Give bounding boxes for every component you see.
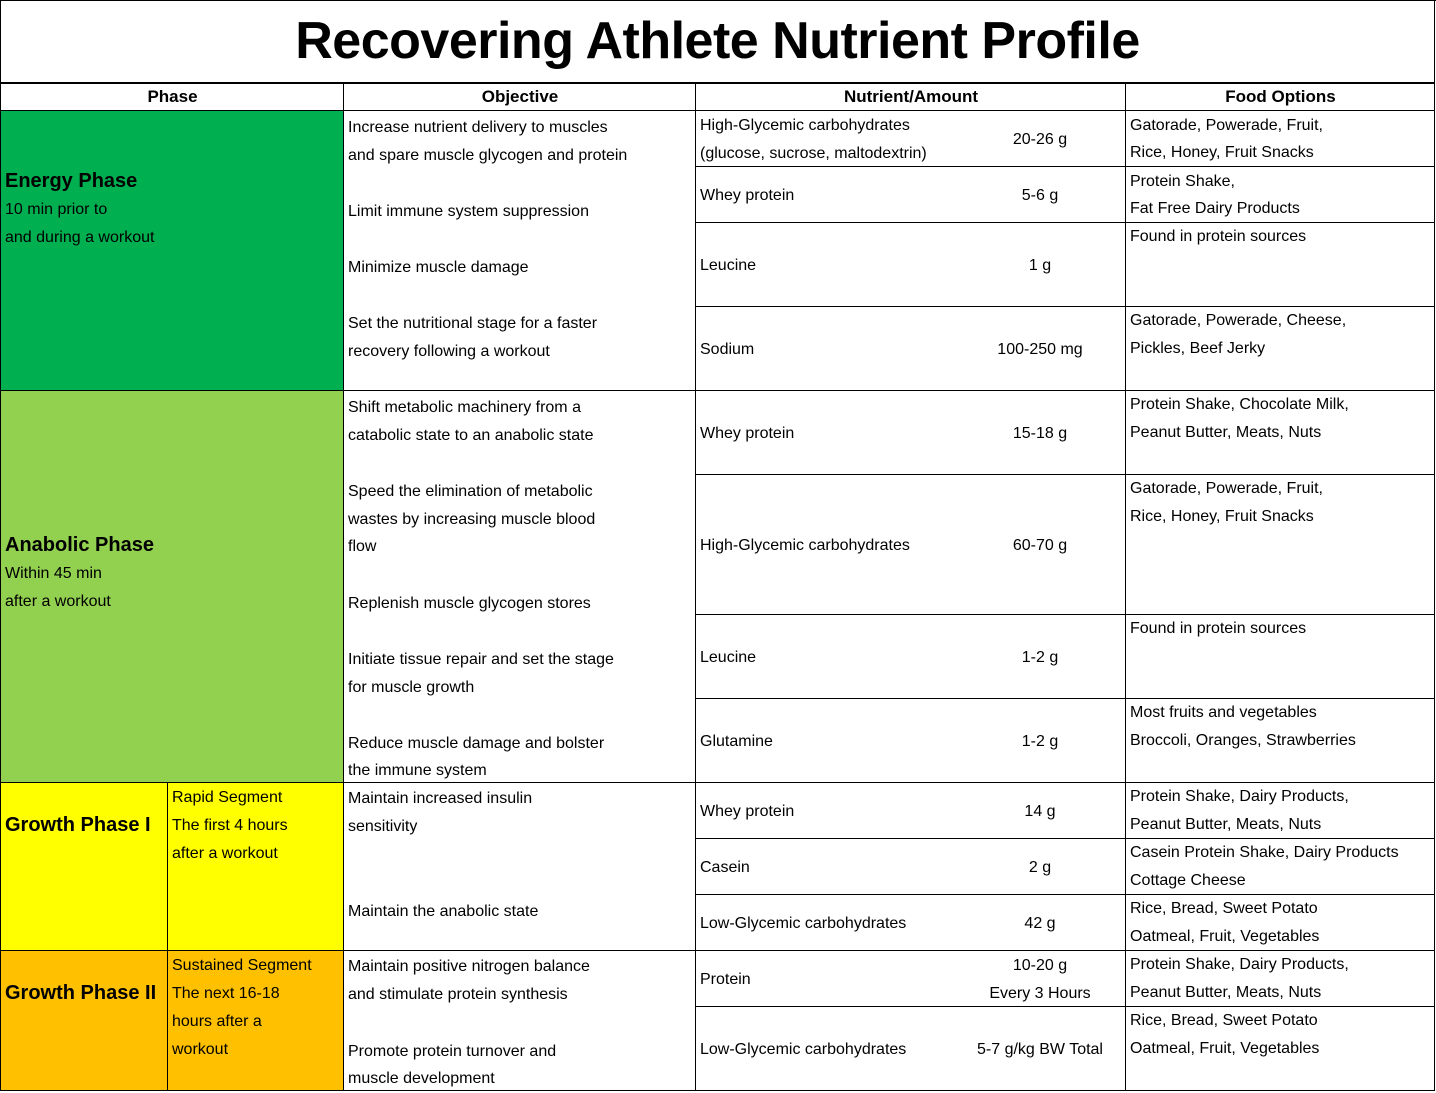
food-option: Peanut Butter, Meats, Nuts (1130, 984, 1322, 1001)
food-option: Peanut Butter, Meats, Nuts (1130, 816, 1322, 833)
anabolic-phase-timing-2: after a workout (5, 593, 111, 610)
nutrient-name: Leucine (700, 649, 757, 666)
nutrient-amount: 15-18 g (1012, 425, 1068, 442)
anabolic-phase-timing: Within 45 min (5, 565, 102, 582)
grid-line (0, 110, 1435, 111)
header-objective: Objective (481, 87, 559, 106)
food-option: Protein Shake, Chocolate Milk, (1130, 396, 1349, 413)
grid-line (343, 83, 344, 1091)
grid-line (696, 222, 1435, 223)
nutrient-name: Leucine (700, 257, 757, 274)
food-option: Gatorade, Powerade, Cheese, (1130, 312, 1347, 329)
energy-phase-timing: 10 min prior to (5, 201, 108, 218)
growth1-phase-name: Growth Phase I (5, 814, 151, 836)
header-nutrient: Nutrient/Amount (843, 87, 979, 106)
nutrient-amount: 1-2 g (1021, 649, 1059, 666)
nutrient-amount: 1 g (1028, 257, 1052, 274)
objective-line: muscle development (348, 1070, 495, 1087)
objective-line: Maintain the anabolic state (348, 903, 539, 920)
grid-line (0, 950, 1435, 951)
energy-phase-label (5, 166, 154, 252)
food-option: Protein Shake, Dairy Products, (1130, 956, 1349, 973)
nutrient-amount: 1-2 g (1021, 733, 1059, 750)
grid-line (696, 698, 1435, 699)
nutrient-amount: 5-6 g (1021, 187, 1059, 204)
objective-line: and stimulate protein synthesis (348, 986, 568, 1003)
objective-line: catabolic state to an anabolic state (348, 427, 594, 444)
food-option: Rice, Honey, Fruit Snacks (1130, 508, 1314, 525)
growth2-phase-name: Growth Phase II (5, 982, 157, 1004)
page-title: Recovering Athlete Nutrient Profile (0, 0, 1435, 84)
food-option: Oatmeal, Fruit, Vegetables (1130, 928, 1320, 945)
objective-line: Set the nutritional stage for a faster (348, 315, 598, 332)
grid-line (167, 783, 168, 1091)
food-option: Broccoli, Oranges, Strawberries (1130, 732, 1356, 749)
food-option: Fat Free Dairy Products (1130, 200, 1300, 217)
header-food: Food Options (1225, 87, 1336, 106)
grid-line (696, 166, 1435, 167)
objective-line: recovery following a workout (348, 343, 550, 360)
food-option: Oatmeal, Fruit, Vegetables (1130, 1040, 1320, 1057)
nutrient-name-detail: (glucose, sucrose, maltodextrin) (700, 145, 927, 162)
growth2-segment-name: Sustained Segment (172, 957, 312, 974)
food-option: Rice, Honey, Fruit Snacks (1130, 144, 1314, 161)
energy-phase-name: Energy Phase (5, 170, 138, 192)
food-option: Protein Shake, (1130, 173, 1235, 190)
growth2-segment-timing: The next 16-18 (172, 985, 280, 1002)
food-option: Found in protein sources (1130, 620, 1307, 637)
nutrient-name: Whey protein (700, 187, 795, 204)
grid-line (696, 894, 1435, 895)
food-option: Gatorade, Powerade, Fruit, (1130, 117, 1323, 134)
grid-line (696, 614, 1435, 615)
nutrient-name: Sodium (700, 341, 755, 358)
food-option: Rice, Bread, Sweet Potato (1130, 900, 1318, 917)
anabolic-phase-label (5, 530, 154, 616)
grid-line (696, 474, 1435, 475)
nutrient-amount-frequency: Every 3 Hours (989, 985, 1091, 1002)
objective-line: Reduce muscle damage and bolster (348, 735, 605, 752)
objective-line: Replenish muscle glycogen stores (348, 595, 591, 612)
nutrient-amount: 100-250 mg (997, 341, 1083, 358)
food-option: Pickles, Beef Jerky (1130, 340, 1266, 357)
objective-line: Maintain positive nitrogen balance (348, 958, 590, 975)
food-option: Protein Shake, Dairy Products, (1130, 788, 1349, 805)
objective-line: Minimize muscle damage (348, 259, 529, 276)
grid-line (0, 0, 1, 1091)
objective-line: Increase nutrient delivery to muscles (348, 119, 608, 136)
growth2-segment-timing-2: hours after a (172, 1013, 262, 1030)
nutrient-amount: 20-26 g (1012, 131, 1068, 148)
grid-line (0, 390, 1435, 391)
grid-line (1125, 83, 1126, 1091)
objective-line: and spare muscle glycogen and protein (348, 147, 628, 164)
objective-line: flow (348, 538, 377, 555)
food-option: Most fruits and vegetables (1130, 704, 1317, 721)
nutrient-name: High-Glycemic carbohydrates (700, 537, 910, 554)
growth1-segment (172, 784, 288, 868)
objective-line: sensitivity (348, 818, 418, 835)
grid-line (0, 0, 1436, 1)
objective-line: Limit immune system suppression (348, 203, 589, 220)
nutrient-name: Whey protein (700, 425, 795, 442)
grid-line (696, 1006, 1435, 1007)
nutrient-name: Glutamine (700, 733, 773, 750)
food-option: Cottage Cheese (1130, 872, 1246, 889)
objective-line: Promote protein turnover and (348, 1043, 557, 1060)
objective-line: wastes by increasing muscle blood (348, 511, 596, 528)
nutrient-name: Low-Glycemic carbohydrates (700, 915, 907, 932)
food-option: Gatorade, Powerade, Fruit, (1130, 480, 1323, 497)
nutrient-amount: 42 g (1024, 915, 1056, 932)
growth2-segment-timing-3: workout (172, 1041, 229, 1058)
grid-line (1434, 0, 1435, 1091)
food-option: Found in protein sources (1130, 228, 1307, 245)
grid-line (0, 782, 1435, 783)
nutrient-amount: 5-7 g/kg BW Total (977, 1041, 1103, 1058)
grid-line (696, 306, 1435, 307)
food-option: Peanut Butter, Meats, Nuts (1130, 424, 1322, 441)
nutrient-name: Low-Glycemic carbohydrates (700, 1041, 907, 1058)
objective-line: the immune system (348, 762, 487, 779)
objective-line: Initiate tissue repair and set the stage (348, 651, 614, 668)
nutrient-amount: 2 g (1028, 859, 1052, 876)
growth1-segment-timing: The first 4 hours (172, 817, 288, 834)
header-phase: Phase (147, 87, 198, 106)
food-option: Casein Protein Shake, Dairy Products (1130, 844, 1399, 861)
nutrient-name: Casein (700, 859, 750, 876)
objective-line: for muscle growth (348, 679, 475, 696)
growth1-segment-name: Rapid Segment (172, 789, 283, 806)
nutrient-name: High-Glycemic carbohydrates (700, 117, 910, 134)
nutrient-amount: 14 g (1024, 803, 1056, 820)
nutrient-name: Protein (700, 971, 751, 988)
food-option: Rice, Bread, Sweet Potato (1130, 1012, 1318, 1029)
nutrient-amount: 60-70 g (1012, 537, 1068, 554)
grid-line (696, 838, 1435, 839)
nutrient-amount: 10-20 g (1012, 957, 1068, 974)
growth2-segment (172, 952, 312, 1064)
grid-line (695, 83, 696, 1091)
growth1-segment-timing-2: after a workout (172, 845, 278, 862)
anabolic-phase-name: Anabolic Phase (5, 534, 154, 556)
energy-phase-timing-2: and during a workout (5, 229, 155, 246)
grid-line (0, 1090, 1435, 1091)
objective-line: Maintain increased insulin (348, 790, 533, 807)
nutrient-name: Whey protein (700, 803, 795, 820)
objective-line: Shift metabolic machinery from a (348, 399, 581, 416)
objective-line: Speed the elimination of metabolic (348, 483, 593, 500)
